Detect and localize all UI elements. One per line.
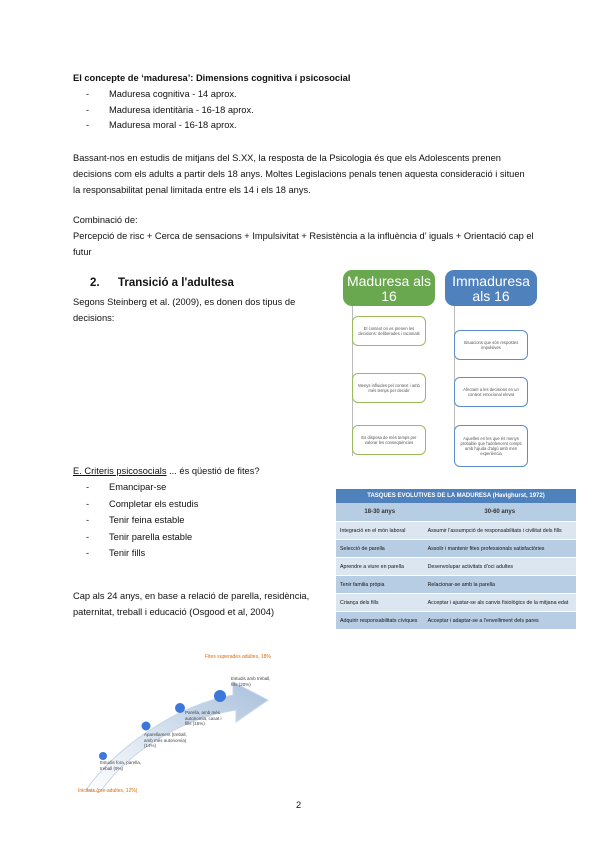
list-item: - Maduresa cognitiva - 14 aprox.	[73, 87, 473, 103]
milestone-label: Estudis amb treball, fills (20%)	[231, 676, 271, 687]
table-cell: Assolir i mantenir fites professionals satisfactòries	[424, 540, 576, 558]
maturity-item: Es disposa de més temps per valorar les conseqüències	[352, 425, 426, 455]
criteris-line	[73, 463, 260, 479]
table-cell: Acceptar i adaptar-se a l'envelliment dels pares	[424, 612, 576, 630]
combo-label: Combinació de:	[73, 215, 138, 225]
immaturity-item: Afectant a les decisions en un context emocional elevat	[454, 377, 528, 407]
section-heading: El concepte de ‘maduresa’: Dimensions cognitiva i psicosocial	[73, 73, 351, 83]
table-cell: Desenvolupar activitats d'oci adultes	[424, 558, 576, 576]
list-item: - Maduresa identitària - 16-18 aprox.	[73, 103, 473, 119]
immaturity-item: Aquelles en les que és menys probable que l'adolescent compti amb l'ajuda d'algú amb més experiència	[454, 425, 528, 467]
milestone-label: Estudis fora, parella, treball (9%)	[100, 760, 142, 771]
immaturity-item: Situacions que són respostes impulsives	[454, 330, 528, 360]
list-item: - Tenir feina estable	[73, 512, 303, 529]
milestone-label: Aparellament (treball, amb més autonomia) (14%)	[144, 732, 187, 748]
table-title: TASQUES EVOLUTIVES DE LA MADURESA (Havighurst, 1972)	[336, 489, 576, 503]
list-item: - Completar els estudis	[73, 496, 303, 513]
table-header: 30-60 anys	[424, 503, 576, 522]
closing-text: Cap als 24 anys, en base a relació de parella, residència, paternitat, treball i educació (Osgood et al, 2004)	[73, 591, 310, 617]
table-cell: Relacionar-se amb la parella	[424, 576, 576, 594]
criteris-list	[73, 479, 303, 562]
table-cell: Assumir l'assumpció de responsabilitats i civilitat dels fills	[424, 522, 576, 540]
section-title: Transició a l'adultesa	[118, 277, 234, 289]
tasques-table	[336, 489, 576, 630]
transition-arrow-diagram	[78, 650, 328, 800]
criteris-heading: E. Criteris psicosocials	[73, 466, 167, 476]
list-item: - Tenir parella estable	[73, 529, 303, 546]
maturity-item: El context on es prenen les decisions: deliberades i racionals	[352, 316, 426, 346]
section-intro: Segons Steinberg et al. (2009), es donen dos tipus de decisions:	[73, 297, 296, 323]
table-cell: Selecció de parella	[336, 540, 424, 558]
immaturity-header: Immaduresa als 16	[445, 270, 537, 306]
page-number: 2	[296, 800, 302, 810]
list-item: - Tenir fills	[73, 545, 303, 562]
table-cell: Integració en el món laboral	[336, 522, 424, 540]
milestone-label: Parella, amb més autonomia, casat i fills (16%)	[185, 710, 222, 726]
bottom-label: Inicitats (pre-adultes, 12%)	[78, 788, 138, 794]
criteris-question: ... és qüestió de fites?	[166, 466, 260, 476]
maturity-header: Maduresa als 16	[343, 270, 435, 306]
list-item: - Emancipar-se	[73, 479, 303, 496]
top-label: Fites superades adultes, 18%	[205, 654, 271, 660]
maturity-list	[73, 87, 473, 134]
table-cell: Acceptar i ajustar-se als canvis fisiològics de la mitjana edat	[424, 594, 576, 612]
table-cell: Adquirir responsabilitats cíviques	[336, 612, 424, 630]
paragraph: Bassant-nos en estudis de mitjans del S.XX, la resposta de la Psicologia és que els Adolescents prenen decisions com els adults a partir dels 18 anys. Moltes Legislacions penals tenen aquesta consideració i situen la responsabilitat penal limitada entre els 14 i els 18 anys.	[73, 153, 525, 195]
table-cell: Criança dels fills	[336, 594, 424, 612]
section-number: 2.	[90, 277, 100, 289]
list-item: - Maduresa moral - 16-18 aprox.	[73, 118, 473, 134]
combo-text: Percepció de risc + Cerca de sensacions + Impulsivitat + Resistència a la influència d’ iguals + Orientació cap el futur	[73, 231, 534, 257]
table-header: 18-30 anys	[336, 503, 424, 522]
maturity-diagram	[343, 270, 539, 470]
table-cell: Tenir familia pròpia	[336, 576, 424, 594]
maturity-item: Menys influides pel context i amb més temps per decidir	[352, 373, 426, 403]
table-cell: Aprendre a viure en parella	[336, 558, 424, 576]
